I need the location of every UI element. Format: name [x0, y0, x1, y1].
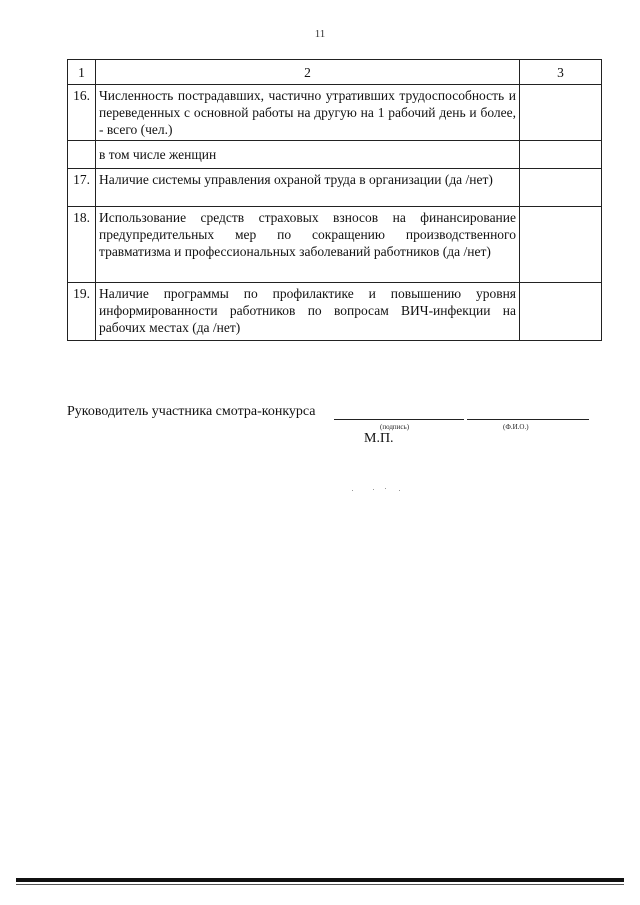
bottom-rule-thin	[16, 884, 624, 885]
row-number: 19.	[68, 283, 96, 341]
row-description: Наличие программы по профилактике и повышению уровня информированности работников по вопросам ВИЧ-инфекции на рабочих местах (да /нет)	[96, 283, 520, 341]
stamp-label: М.П.	[364, 431, 394, 446]
row-value	[520, 85, 602, 141]
full-name-line	[467, 404, 589, 420]
row-number: 16.	[68, 85, 96, 141]
row-description: в том числе женщин	[96, 141, 520, 169]
header-col-2: 2	[96, 60, 520, 85]
header-col-1: 1	[68, 60, 96, 85]
signature-line	[334, 404, 464, 420]
table-row	[68, 141, 602, 169]
table-row	[68, 207, 602, 283]
scan-specks	[352, 488, 402, 492]
bottom-rule	[16, 878, 624, 882]
table-header-row	[68, 60, 602, 85]
full-name-caption: (Ф.И.О.)	[503, 423, 529, 431]
row-number: 18.	[68, 207, 96, 283]
row-value	[520, 141, 602, 169]
table-row	[68, 169, 602, 207]
table-row	[68, 85, 602, 141]
report-table	[67, 59, 602, 341]
row-description: Наличие системы управления охраной труда в организации (да /нет)	[96, 169, 520, 207]
row-value	[520, 169, 602, 207]
signature-label: Руководитель участника смотра-конкурса	[67, 404, 316, 419]
row-number: 17.	[68, 169, 96, 207]
row-value	[520, 207, 602, 283]
table-row	[68, 283, 602, 341]
page-number: 11	[314, 28, 326, 40]
row-number	[68, 141, 96, 169]
header-col-3: 3	[520, 60, 602, 85]
row-value	[520, 283, 602, 341]
row-description: Численность пострадавших, частично утративших трудоспособность и переведенных с основной работы на другую на 1 рабочий день и более, - всего (чел.)	[96, 85, 520, 141]
row-description: Использование средств страховых взносов на финансирование предупредительных мер по сокращению производственного травматизма и профессиональных заболеваний работников (да /нет)	[96, 207, 520, 283]
signature-caption: (подпись)	[380, 423, 410, 431]
